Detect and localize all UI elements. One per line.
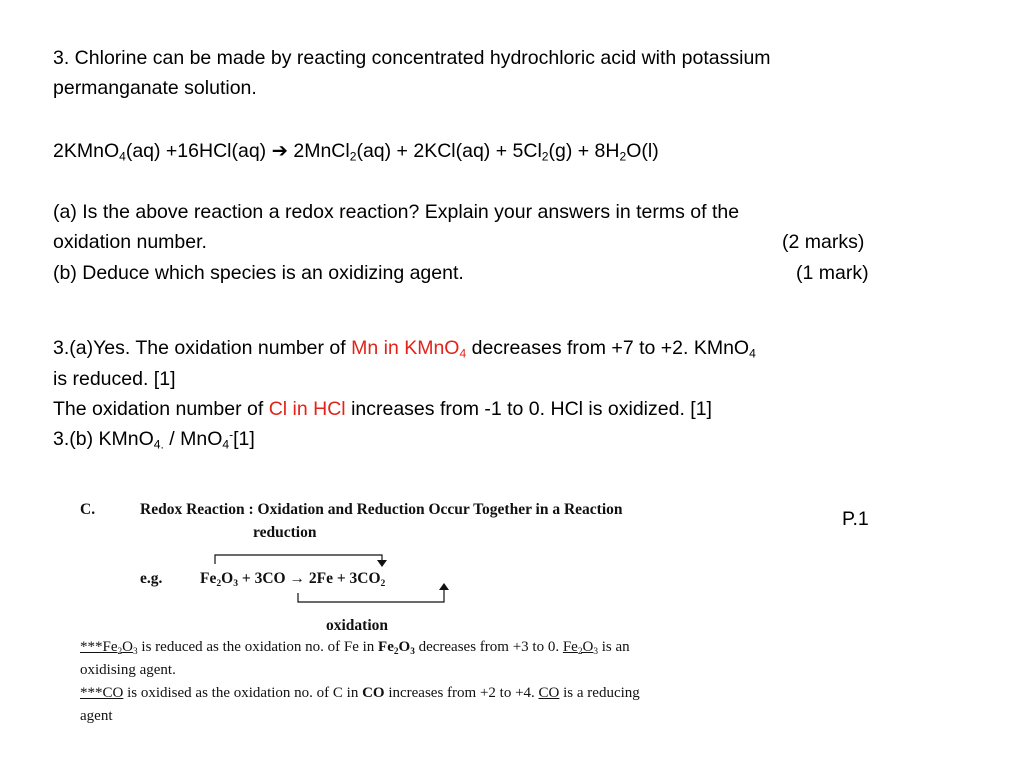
note-oxidised: ***CO is oxidised as the oxidation no. of C in CO increases from +2 to +4. CO is a reducing <box>80 685 640 701</box>
note-reduced: $***Fe_2O_3$ is reduced as the oxidation no. of Fe in $Fe_2O_3$ decreases from +3 to 0. $Fe_2O_3$ is an <box>80 639 630 657</box>
answer-line3: The oxidation number of Cl in HCl increases from -1 to 0. HCl is oxidized. [1] <box>53 398 712 420</box>
arrow-icon: ➔ <box>271 140 288 162</box>
reduction-label: reduction <box>253 524 317 541</box>
oxidation-arrowhead-icon <box>439 583 449 590</box>
reduction-bracket-icon <box>215 555 382 564</box>
textbook-excerpt <box>78 498 868 738</box>
question-part-a-line2: oxidation number. <box>53 231 207 253</box>
example-equation: $Fe_2O_3 + 3CO \to 2Fe + 3CO_2$ <box>200 570 386 589</box>
excerpt-heading: Redox Reaction : Oxidation and Reduction Occur Together in a Reaction <box>140 501 623 518</box>
section-label: C. <box>80 501 96 518</box>
eg-label: e.g. <box>140 570 163 587</box>
part-b-marks: (1 mark) <box>796 262 869 284</box>
oxidation-bracket-icon <box>298 590 444 602</box>
question-part-b: (b) Deduce which species is an oxidizing agent. <box>53 262 464 284</box>
reaction-arrow-icon: → <box>289 570 305 587</box>
question-part-a-line1: (a) Is the above reaction a redox reaction? Explain your answers in terms of the <box>53 201 740 223</box>
redox-arrows <box>78 498 868 738</box>
question-intro-line1: 3. Chlorine can be made by reacting concentrated hydrochloric acid with potassium <box>53 47 771 69</box>
answer-line1: 3.(a)Yes. The oxidation number of Mn in KMnO$_4$ decreases from +7 to +2. KMnO$_4$ <box>53 337 756 361</box>
question-intro-line2: permanganate solution. <box>53 77 257 99</box>
answer-line4: 3.(b) KMnO$_{4.}$ / MnO$_4$-[1] <box>53 427 255 452</box>
part-a-marks: (2 marks) <box>782 231 865 253</box>
reduction-arrowhead-icon <box>377 560 387 567</box>
note-oxidised-line2: agent <box>80 708 113 724</box>
oxidation-label: oxidation <box>326 617 389 634</box>
page-number: P.1 <box>842 508 869 530</box>
answer-line2: is reduced. [1] <box>53 368 176 390</box>
reaction-equation: 2KMnO$_4$(aq) +16HCl(aq) ➔ 2MnCl$_2$(aq) + $2KCl(aq) + 5Cl_2(g) + 8H_2O(l)$ <box>53 140 659 164</box>
note-reduced-line2: oxidising agent. <box>80 662 176 678</box>
